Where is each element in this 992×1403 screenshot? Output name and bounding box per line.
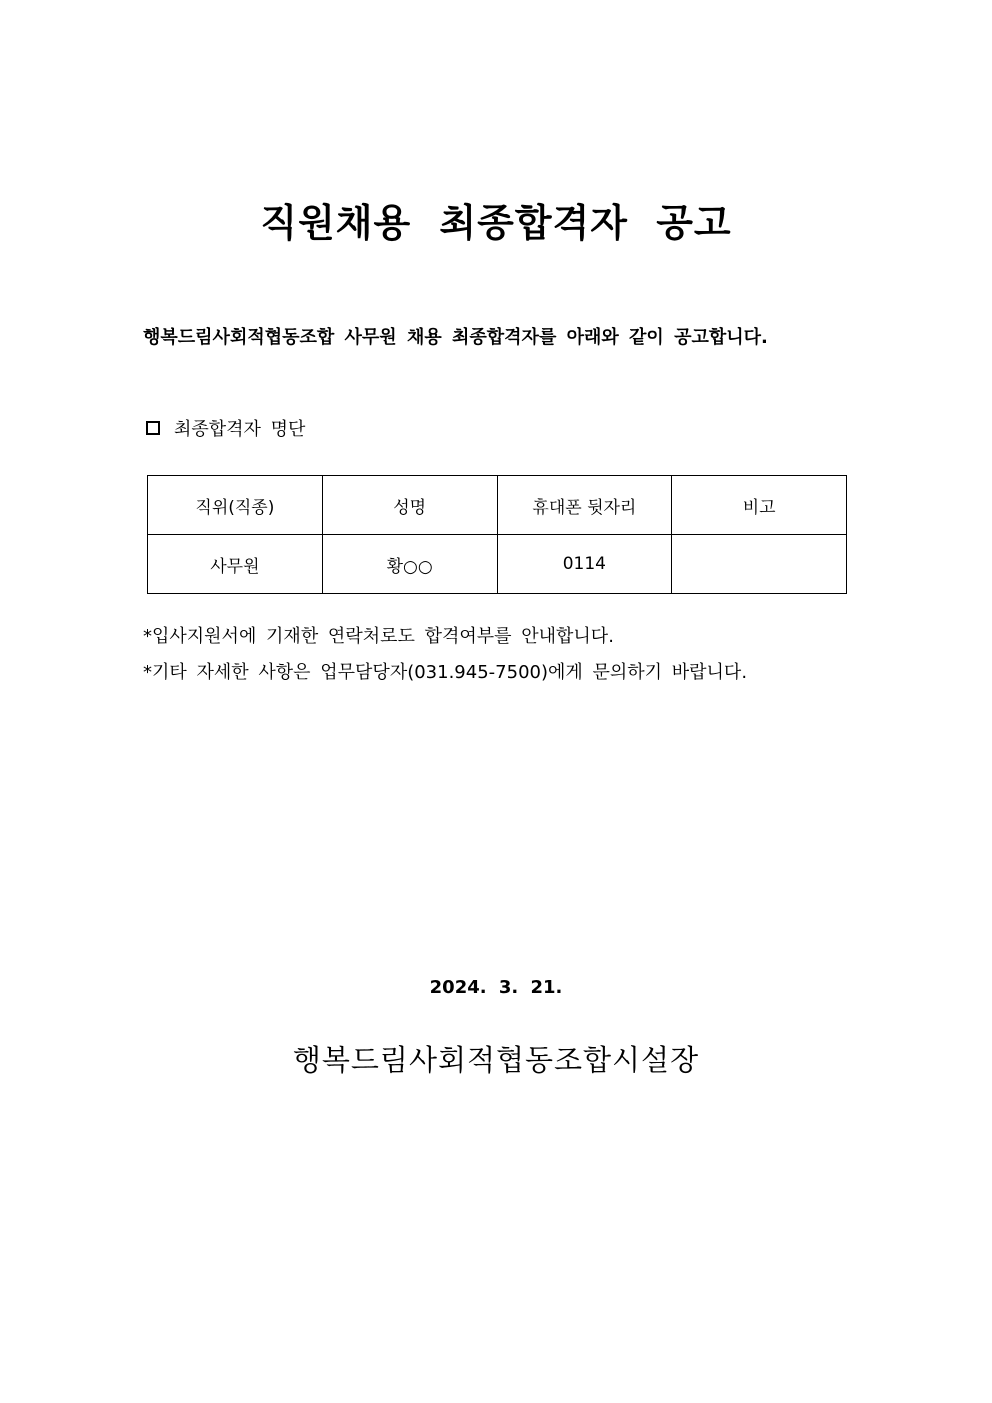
header-name: 성명 bbox=[322, 476, 497, 535]
section-heading bbox=[146, 415, 305, 441]
checkbox-square-icon bbox=[146, 421, 160, 435]
note-contact: *입사지원서에 기재한 연락처로도 합격여부를 안내합니다. bbox=[143, 626, 614, 647]
cell-name: 황○○ bbox=[322, 535, 497, 594]
section-heading-label: 최종합격자 명단 bbox=[174, 419, 306, 440]
intro-text: 행복드림사회적협동조합 사무원 채용 최종합격자를 아래와 같이 공고합니다. bbox=[143, 327, 768, 348]
cell-position: 사무원 bbox=[148, 535, 323, 594]
announcement-date: 2024. 3. 21. bbox=[429, 977, 563, 998]
cell-phone-last-digits: 0114 bbox=[497, 535, 672, 594]
notes bbox=[143, 619, 747, 691]
cell-remarks bbox=[672, 535, 847, 594]
header-position: 직위(직종) bbox=[148, 476, 323, 535]
header-remarks: 비고 bbox=[672, 476, 847, 535]
table-row bbox=[148, 535, 847, 594]
table-header-row bbox=[148, 476, 847, 535]
final-candidates-table bbox=[147, 475, 847, 594]
signature-issuer: 행복드림사회적협동조합시설장 bbox=[292, 1043, 700, 1077]
note-inquiry: *기타 자세한 사항은 업무담당자(031.945-7500)에게 문의하기 바랍니다. bbox=[143, 662, 748, 683]
document-title: 직원채용 최종합격자 공고 bbox=[260, 201, 732, 245]
header-phone-last-digits: 휴대폰 뒷자리 bbox=[497, 476, 672, 535]
